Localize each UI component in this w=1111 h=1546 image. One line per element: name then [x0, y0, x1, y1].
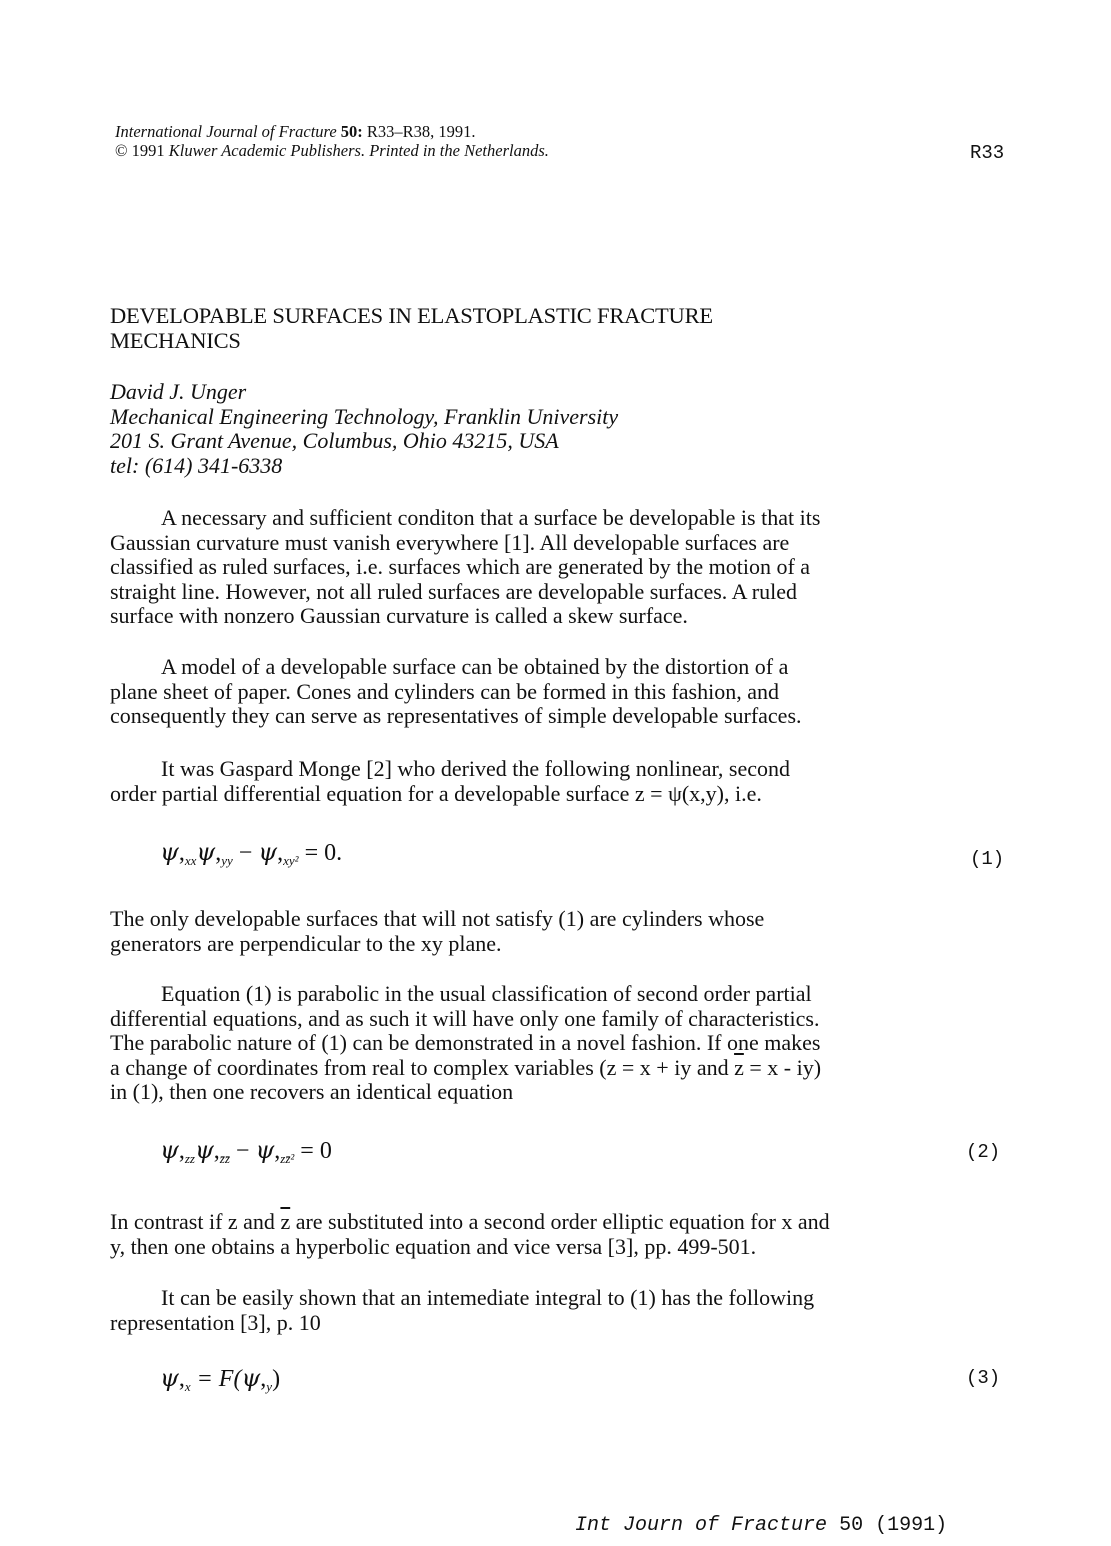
- text-line: consequently they can serve as representatives of simple developable surfaces.: [110, 703, 802, 728]
- z-conjugate: $\overline{z}$: [280, 1209, 291, 1234]
- text-fragment: In contrast if z and: [110, 1209, 281, 1234]
- paper-title: [110, 303, 713, 353]
- psi-symbol: ψ: [160, 1136, 179, 1164]
- text-line: A necessary and sufficient conditon that a surface be developable is that its: [161, 505, 821, 530]
- text-fragment: a change of coordinates from real to complex variables (z = x + iy and: [110, 1054, 735, 1080]
- comma: ,: [274, 1138, 281, 1164]
- text-fragment: = x - iy): [743, 1054, 822, 1080]
- text-line: The parabolic nature of (1) can be demonstrated in a novel fashion. If one makes: [110, 1030, 821, 1055]
- copyright-year: © 1991: [115, 141, 165, 160]
- comma: ,: [178, 1138, 185, 1164]
- text-line: order partial differential equation for a developable surface z = ψ(x,y), i.e.: [110, 780, 762, 806]
- text-line: surface with nonzero Gaussian curvature is called a skew surface.: [110, 603, 688, 628]
- text-line: It was Gaspard Monge [2] who derived the following nonlinear, second: [161, 756, 791, 781]
- footer-volume-year: 50 (1991): [839, 1514, 948, 1537]
- equation-3-number: (3): [966, 1367, 1001, 1389]
- footer-journal-abbrev: Int Journ of: [575, 1514, 720, 1537]
- paragraph-6: [110, 1210, 830, 1259]
- journal-volume: 50:: [340, 122, 363, 141]
- subscript: xy²: [283, 853, 299, 868]
- subscript: y: [266, 1379, 273, 1394]
- text-line: A model of a developable surface can be obtained by the distortion of a: [161, 654, 789, 679]
- paragraph-5: [110, 982, 821, 1105]
- text-line: y, then one obtains a hyperbolic equation and vice versa [3], pp. 499-501.: [110, 1233, 757, 1259]
- author-name: David J. Unger: [110, 379, 247, 404]
- subscript: x: [184, 1379, 191, 1394]
- equals-zero: = 0.: [298, 840, 343, 866]
- text-line: generators are perpendicular to the xy plane.: [110, 930, 502, 956]
- journal-citation: [115, 122, 476, 142]
- psi-symbol: ψ: [258, 838, 278, 866]
- running-footer: [575, 1514, 947, 1537]
- subscript: zz: [184, 1151, 195, 1166]
- equation-3: [160, 1364, 280, 1401]
- equals-zero: = 0: [294, 1138, 332, 1164]
- minus-sign: −: [229, 1138, 256, 1164]
- paragraph-4: [110, 907, 764, 956]
- author-address: 201 S. Grant Avenue, Columbus, Ohio 43215, USA: [110, 428, 559, 453]
- paragraph-3: [110, 757, 790, 806]
- text-line: The only developable surfaces that will not satisfy (1) are cylinders whose: [110, 906, 765, 931]
- publisher: Kluwer Academic Publishers. Printed in the Netherlands.: [168, 141, 549, 160]
- close-paren: ): [272, 1366, 281, 1392]
- text-line: Equation (1) is parabolic in the usual classification of second order partial: [161, 981, 812, 1006]
- psi-symbol: ψ: [241, 1364, 261, 1392]
- text-line: classified as ruled surfaces, i.e. surfaces which are generated by the motion of a: [110, 554, 811, 579]
- text-line: [110, 1056, 821, 1081]
- comma: ,: [178, 840, 185, 866]
- title-line-1: DEVELOPABLE SURFACES IN ELASTOPLASTIC FRACTURE: [110, 303, 713, 328]
- comma: ,: [215, 840, 222, 866]
- psi-symbol: ψ: [160, 1364, 179, 1392]
- comma: ,: [178, 1366, 185, 1392]
- author-tel: tel: (614) 341-6338: [110, 452, 283, 478]
- journal-name: International Journal of Fracture: [115, 122, 337, 141]
- equation-1-number: (1): [970, 848, 1005, 870]
- text-line: Gaussian curvature must vanish everywhere [1]. All developable surfaces are: [110, 529, 790, 555]
- author-affiliation: Mechanical Engineering Technology, Franklin University: [110, 403, 619, 429]
- subscript: z̄z̄: [219, 1151, 230, 1166]
- journal-pages-year: R33–R38, 1991.: [362, 122, 476, 141]
- comma: ,: [213, 1138, 220, 1164]
- text-line: differential equations, and as such it will have only one family of characteristics.: [110, 1005, 820, 1031]
- paragraph-2: [110, 655, 802, 729]
- text-line: [110, 1210, 830, 1235]
- subscript: zz̄²: [280, 1151, 295, 1166]
- copyright-line: [115, 141, 549, 161]
- psi-symbol: ψ: [194, 1136, 214, 1164]
- text-line: in (1), then one recovers an identical equation: [110, 1079, 514, 1104]
- equation-2: [160, 1136, 332, 1173]
- subscript: yy: [221, 853, 233, 868]
- subscript: xx: [184, 853, 197, 868]
- page-number: R33: [970, 142, 1005, 164]
- text-line: plane sheet of paper. Cones and cylinders can be formed in this fashion, and: [110, 678, 779, 704]
- text-line: representation [3], p. 10: [110, 1309, 321, 1335]
- equals-function: = F(: [190, 1366, 242, 1392]
- footer-journal-word: Fracture: [731, 1514, 828, 1537]
- equation-1: [160, 838, 342, 875]
- text-line: It can be easily shown that an intemediate integral to (1) has the following: [161, 1285, 815, 1310]
- psi-symbol: ψ: [255, 1136, 275, 1164]
- text-fragment: are substituted into a second order elliptic equation for x and: [290, 1209, 830, 1234]
- z-conjugate: $\overline{z}$: [734, 1054, 744, 1080]
- paragraph-1: [110, 506, 820, 629]
- text-line: straight line. However, not all ruled surfaces are developable surfaces. A ruled: [110, 578, 797, 604]
- comma: ,: [260, 1366, 267, 1392]
- author-block: [110, 380, 618, 478]
- equation-2-number: (2): [966, 1141, 1001, 1163]
- paragraph-7: [110, 1286, 814, 1335]
- minus-sign: −: [232, 840, 259, 866]
- title-line-2: MECHANICS: [110, 328, 241, 353]
- comma: ,: [277, 840, 284, 866]
- psi-symbol: ψ: [196, 838, 216, 866]
- psi-symbol: ψ: [160, 838, 179, 866]
